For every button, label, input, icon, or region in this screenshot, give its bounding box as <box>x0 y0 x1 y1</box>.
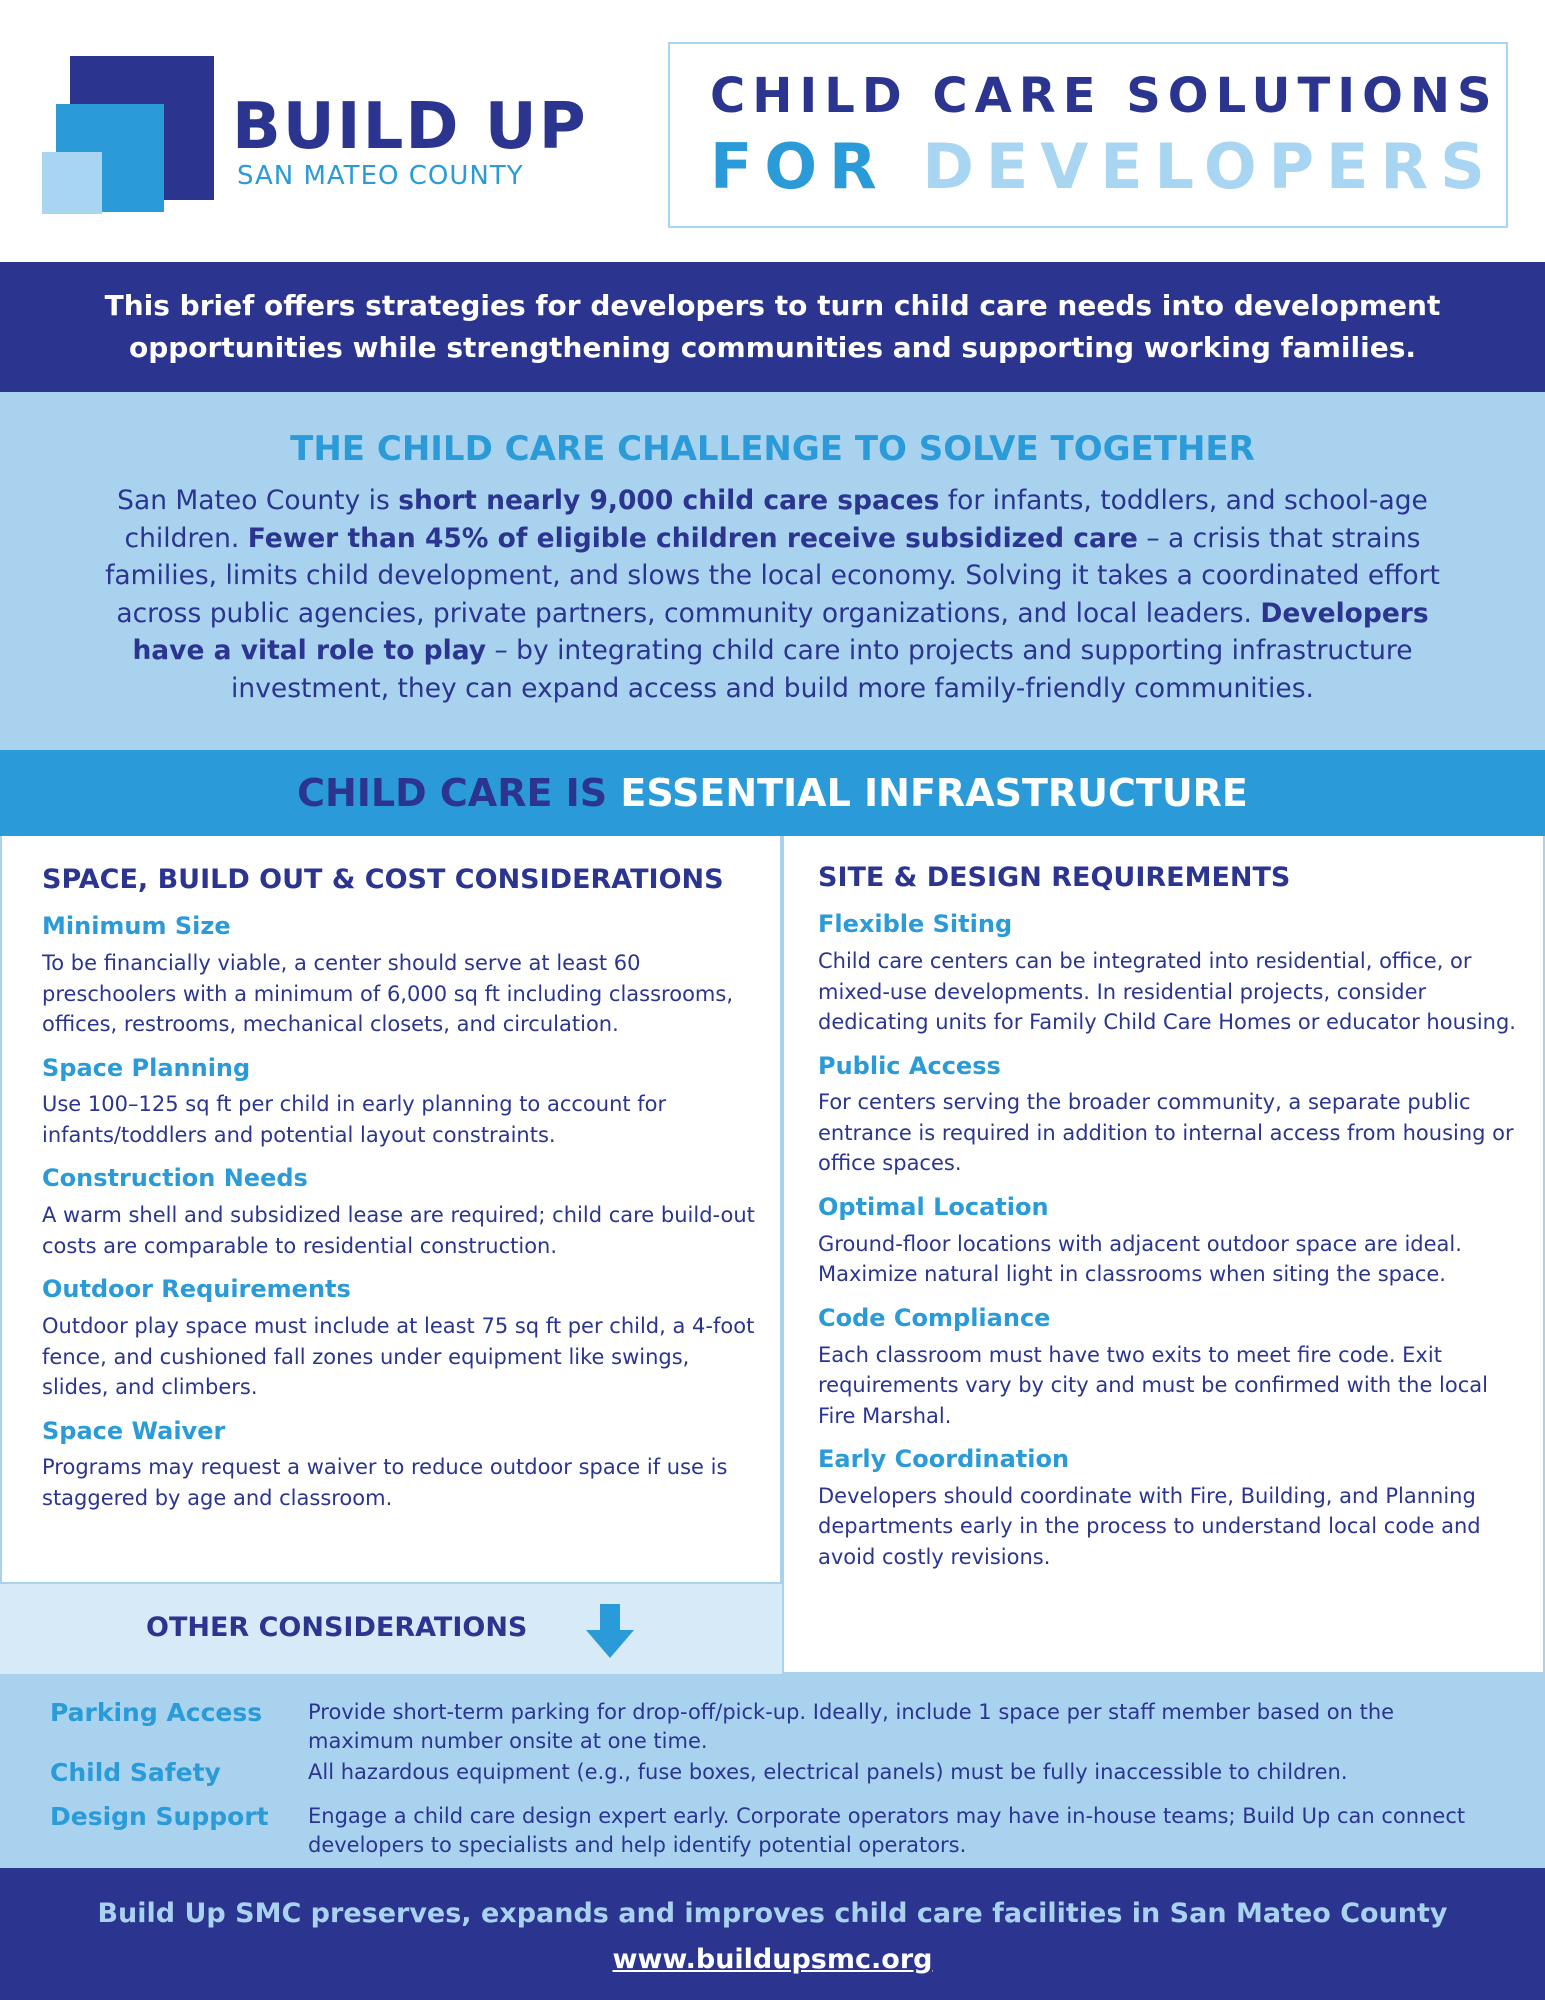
essential-heading-light: ESSENTIAL INFRASTRUCTURE <box>620 771 1248 815</box>
other-considerations-section <box>0 1674 1545 1868</box>
intro-band <box>0 262 1545 392</box>
arrow-down-icon <box>586 1604 634 1658</box>
challenge-heading: THE CHILD CARE CHALLENGE TO SOLVE TOGETHER <box>290 429 1255 469</box>
essential-heading-dark: CHILD CARE IS <box>297 771 621 815</box>
right-item-text: Child care centers can be integrated into residential, office, or mixed-use developments. In residential projects, consider dedicating units for Family Child Care Homes or educator housing. <box>818 949 1516 1035</box>
left-item-text: To be financially viable, a center should serve at least 60 preschoolers with a minimum of 6,000 sq ft including classrooms, offices, restrooms, mechanical closets, and circulation. <box>42 951 734 1037</box>
right-item-title: Early Coordination <box>818 1445 1070 1474</box>
left-item-title: Outdoor Requirements <box>42 1275 351 1304</box>
title-for: FOR <box>710 130 889 203</box>
build-up-logo <box>40 52 220 217</box>
footer-tagline: Build Up SMC preserves, expands and improves child care facilities in San Mateo County <box>97 1898 1448 1929</box>
intro-text: This brief offers strategies for developers to turn child care needs into development opportunities while strengthening communities and supporting working families. <box>104 289 1441 364</box>
left-item-text: Use 100–125 sq ft per child in early planning to account for infants/toddlers and potential layout constraints. <box>42 1092 667 1147</box>
other-row-label: Child Safety <box>50 1758 221 1787</box>
other-row-label: Parking Access <box>50 1698 263 1727</box>
challenge-text-4: – by integrating child care into projects and supporting infrastructure investment, they can expand access and build more family-friendly communities. <box>231 635 1413 704</box>
right-item-title: Code Compliance <box>818 1303 1051 1332</box>
challenge-bold-1: short nearly 9,000 child care spaces <box>398 485 940 516</box>
challenge-paragraph <box>80 482 1465 707</box>
title-box <box>668 42 1508 228</box>
left-item <box>42 1275 762 1402</box>
left-item-text: Programs may request a waiver to reduce outdoor space if use is staggered by age and classroom. <box>42 1455 728 1510</box>
other-considerations-heading: OTHER CONSIDERATIONS <box>146 1612 528 1643</box>
challenge-bold-2: Fewer than 45% of eligible children receive subsidized care <box>247 522 1138 554</box>
left-item <box>42 1417 762 1514</box>
essential-infrastructure-band <box>0 750 1545 836</box>
logo-square-light <box>42 152 102 214</box>
left-item-title: Minimum Size <box>42 912 231 941</box>
right-item-text: For centers serving the broader community, a separate public entrance is required in addition to internal access from housing or office spaces. <box>818 1090 1514 1176</box>
left-item-title: Construction Needs <box>42 1164 308 1193</box>
challenge-bold-3: Developers have a vital role to play <box>132 597 1429 666</box>
title-line-2 <box>710 130 1497 203</box>
header <box>0 0 1545 262</box>
left-item-title: Space Planning <box>42 1053 251 1082</box>
footer-website-link[interactable]: www.buildupsmc.org <box>612 1944 933 1975</box>
space-build-out-column <box>0 836 782 1584</box>
right-item-title: Flexible Siting <box>818 910 1013 939</box>
right-item-title: Public Access <box>818 1051 1001 1080</box>
left-item <box>42 912 762 1039</box>
right-item-text: Each classroom must have two exits to meet fire code. Exit requirements vary by city and must be confirmed with the local Fire Marshal. <box>818 1342 1488 1428</box>
right-item <box>818 1052 1518 1179</box>
challenge-text-1: San Mateo County is <box>117 485 399 516</box>
challenge-section <box>0 392 1545 750</box>
left-item-text: Outdoor play space must include at least 75 sq ft per child, a 4-foot fence, and cushioned fall zones under equipment like swings, slides, and climbers. <box>42 1314 755 1400</box>
left-column-heading: SPACE, BUILD OUT & COST CONSIDERATIONS <box>42 864 724 895</box>
title-developers: DEVELOPERS <box>922 130 1497 203</box>
site-design-column <box>782 836 1545 1674</box>
left-item <box>42 1054 762 1151</box>
left-item <box>42 1164 762 1261</box>
right-item <box>818 1193 1518 1290</box>
right-item <box>818 1304 1518 1431</box>
left-item-title: Space Waiver <box>42 1416 226 1445</box>
other-considerations-tab <box>0 1584 782 1674</box>
other-row-text: Engage a child care design expert early. Corporate operators may have in-house teams; Build Up can connect developers to specialists and help identify potential operators. <box>308 1804 1466 1857</box>
other-row-label: Design Support <box>50 1802 269 1831</box>
footer <box>0 1868 1545 2000</box>
brand-subtitle: SAN MATEO COUNTY <box>237 161 524 191</box>
right-item <box>818 910 1518 1037</box>
right-column-heading: SITE & DESIGN REQUIREMENTS <box>818 862 1291 893</box>
title-line-1: CHILD CARE SOLUTIONS <box>710 68 1499 124</box>
challenge-text-3: – a crisis that strains families, limits child development, and slows the local economy. Solving it takes a coordinated effort across public agencies, private partners, community organizations, and local leaders. <box>105 522 1440 629</box>
brand-name: BUILD UP <box>232 90 588 164</box>
right-item-text: Ground-floor locations with adjacent outdoor space are ideal. Maximize natural light in classrooms when siting the space. <box>818 1231 1462 1287</box>
other-row-text: All hazardous equipment (e.g., fuse boxes, electrical panels) must be fully inaccessible to children. <box>308 1760 1348 1784</box>
right-item-text: Developers should coordinate with Fire, Building, and Planning departments early in the process to understand local code and avoid costly revisions. <box>818 1483 1481 1569</box>
other-row-text: Provide short-term parking for drop-off/pick-up. Ideally, include 1 space per staff member based on the maximum number onsite at one time. <box>308 1700 1395 1753</box>
right-item <box>818 1445 1518 1572</box>
right-item-title: Optimal Location <box>818 1192 1049 1221</box>
challenge-text-2: for infants, toddlers, and school-age children. <box>124 485 1428 554</box>
essential-heading <box>0 750 1545 836</box>
left-item-text: A warm shell and subsidized lease are required; child care build-out costs are comparable to residential construction. <box>42 1203 755 1258</box>
